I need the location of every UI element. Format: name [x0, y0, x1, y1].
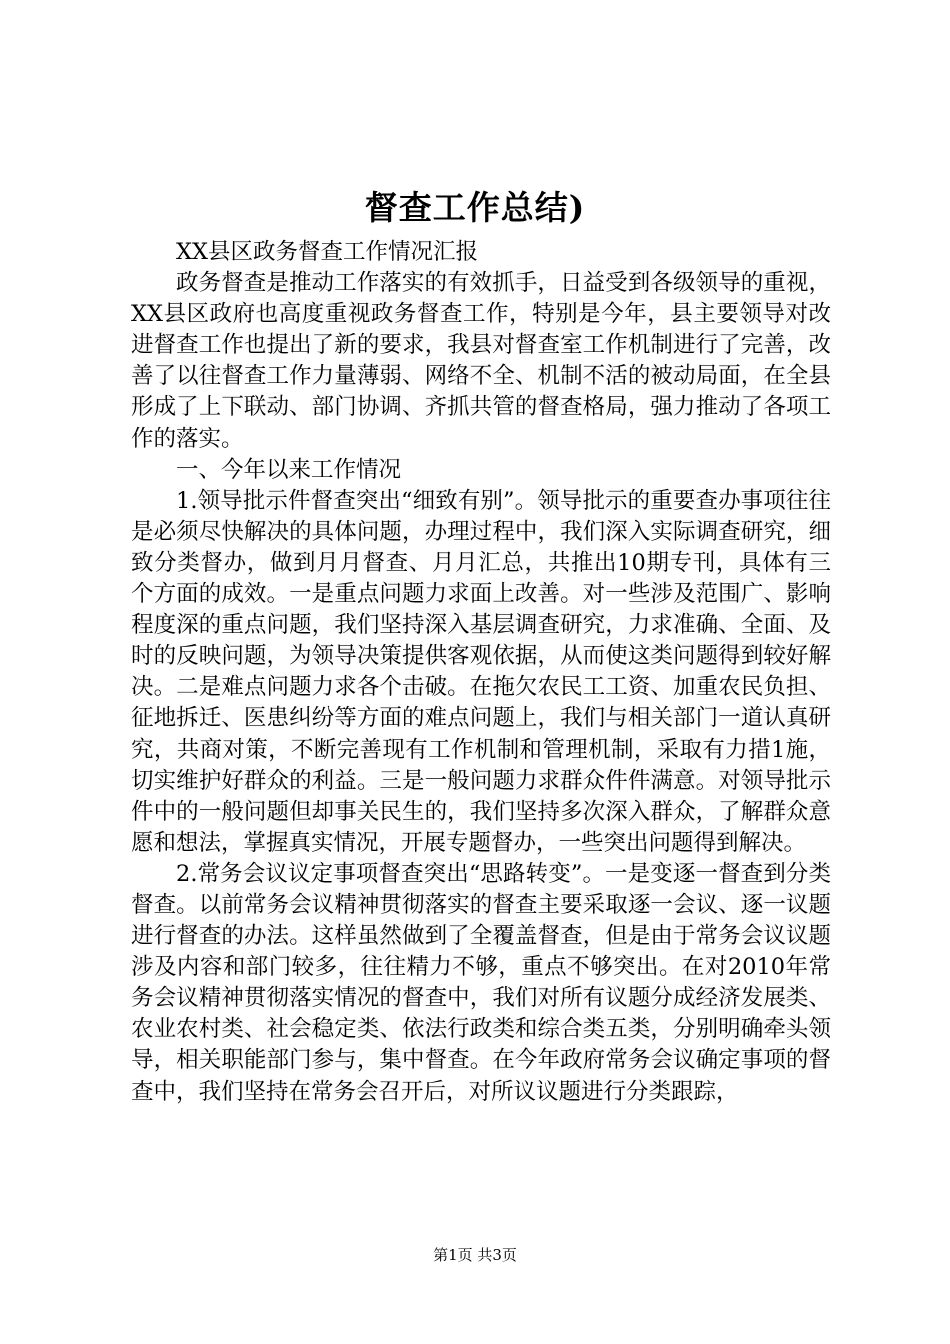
paragraph-item-2: 2.常务会议议定事项督查突出“思路转变”。一是变逐一督查到分类督查。以前常务会议精神贯彻落实的督查主要采取逐一会议、逐一议题进行督查的办法。这样虽然做到了全覆盖督查，但是由于常务会议议题涉及内容和部门较多，往往精力不够，重点不够突出。在对2010年常务会议精神贯彻落实情况的督查中，我们对所有议题分成经济发展类、农业农村类、社会稳定类、依法行政类和综合类五类，分别明确牵头领导，相关职能部门参与，集中督查。在今年政府常务会议确定事项的督查中，我们坚持在常务会召开后，对所议议题进行分类跟踪， [131, 860, 831, 1105]
intro-paragraph: 政务督查是推动工作落实的有效抓手，日益受到各级领导的重视，XX县区政府也高度重视政务督查工作，特别是今年，县主要领导对改进督查工作也提出了新的要求，我县对督查室工作机制进行了完善，改善了以往督查工作力量薄弱、网络不全、机制不活的被动局面，在全县形成了上下联动、部门协调、齐抓共管的督查格局，强力推动了各项工作的落实。 [131, 270, 831, 452]
paragraph-item-1: 1.领导批示件督查突出“细致有别”。领导批示的重要查办事项往往是必须尽快解决的具体问题，办理过程中，我们深入实际调查研究，细致分类督办，做到月月督查、月月汇总，共推出10期专刊，具体有三个方面的成效。一是重点问题力求面上改善。对一些涉及范围广、影响程度深的重点问题，我们坚持深入基层调查研究，力求准确、全面、及时的反映问题，为领导决策提供客观依据，从而使这类问题得到较好解决。二是难点问题力求各个击破。在拖欠农民工工资、加重农民负担、征地拆迁、医患纠纷等方面的难点问题上，我们与相关部门一道认真研究，共商对策，不断完善现有工作机制和管理机制，采取有力措1施，切实维护好群众的利益。三是一般问题力求群众件件满意。对领导批示件中的一般问题但却事关民生的，我们坚持多次深入群众，了解群众意愿和想法，掌握真实情况，开展专题督办，一些突出问题得到解决。 [131, 487, 831, 856]
document-body [131, 237, 831, 1108]
page-number-footer: 第1页 共3页 [433, 1246, 517, 1264]
document-title: 督查工作总结) [364, 188, 586, 227]
report-heading: XX县区政务督查工作情况汇报 [176, 239, 479, 265]
section-heading: 一、今年以来工作情况 [176, 456, 402, 483]
